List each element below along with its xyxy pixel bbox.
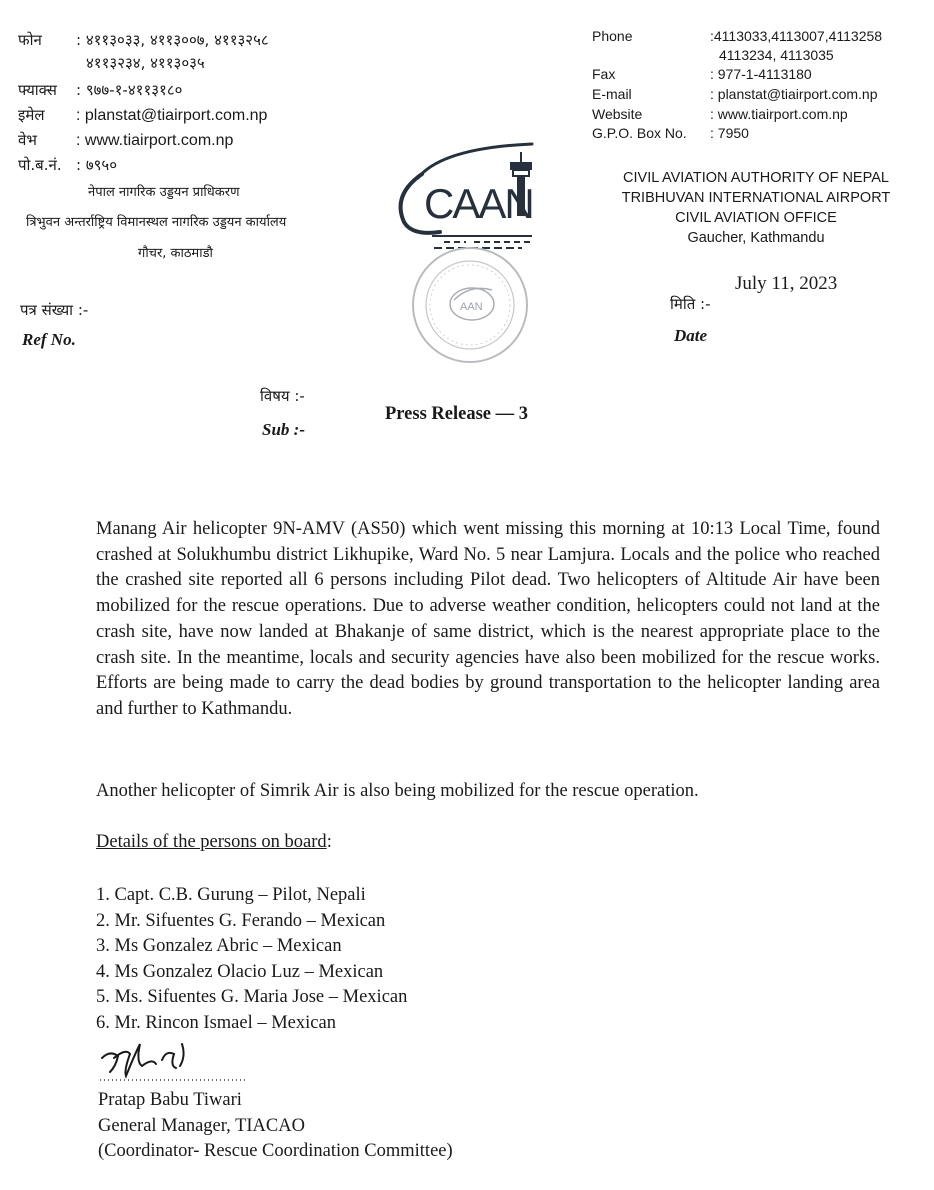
en-email-label: E-mail [592, 86, 632, 102]
np-phone-value: : ४११३०३३, ४११३००७, ४११३२५८ [76, 31, 269, 49]
np-fax-row [18, 80, 182, 100]
list-item: 1. Capt. C.B. Gurung – Pilot, Nepali [96, 885, 366, 905]
list-item: 5. Ms. Sifuentes G. Maria Jose – Mexican [96, 987, 408, 1008]
office-seal [410, 244, 530, 366]
date-label-en: Date [674, 326, 708, 345]
list-item: 4. Ms Gonzalez Olacio Luz – Mexican [96, 961, 384, 982]
signatory-name: Pratap Babu Tiwari [98, 1090, 242, 1110]
list-item: 6. Mr. Rincon Ismael – Mexican [96, 1012, 336, 1033]
caan-logo [382, 140, 552, 255]
np-phone-label: फोन [18, 31, 42, 49]
date-value: July 11, 2023 [735, 273, 838, 294]
np-pobox-row [18, 155, 117, 175]
en-phone-value: :4113033,4113007,4113258 [710, 28, 883, 44]
details-heading-colon: : [326, 832, 332, 852]
persons-list [96, 883, 407, 1037]
en-org-line-3: CIVIL AVIATION OFFICE [675, 210, 837, 226]
np-web-label: वेभ [18, 131, 37, 149]
subject-label-np: विषय :- [260, 387, 305, 405]
en-email-value: : planstat@tiairport.com.np [710, 86, 878, 102]
np-fax-label: फ्याक्स [18, 81, 57, 99]
np-web-value: : www.tiairport.com.np [76, 132, 234, 149]
en-email-row [592, 86, 878, 102]
en-org-line-4: Gaucher, Kathmandu [687, 230, 825, 246]
np-org-line-3: गौचर, काठमाडौ [138, 246, 213, 261]
np-email-label: इमेल [18, 106, 45, 124]
body-paragraph-2: Another helicopter of Simrik Air is also being mobilized for the rescue operation. [96, 781, 699, 801]
en-fax-value: : 977-1-4113180 [710, 66, 812, 82]
np-pobox-value: : ७९५० [76, 156, 118, 174]
list-item: 2. Mr. Sifuentes G. Ferando – Mexican [96, 910, 386, 931]
np-web-row [18, 130, 233, 150]
np-org-line-2: त्रिभुवन अन्तर्राष्ट्रिय विमानस्थल नागरिक उड्डयन कार्यालय [26, 215, 287, 230]
seal-text: AAN [460, 301, 483, 313]
np-fax-value: : ९७७-१-४११३१८० [76, 81, 183, 99]
np-org-line-1: नेपाल नागरिक उड्डयन प्राधिकरण [88, 185, 240, 200]
body-paragraph-1: Manang Air helicopter 9N-AMV (AS50) which went missing this morning at 10:13 Local Time, found crashed at Solukhumbu district Likhupike, Ward No. 5 near Lamjura. Locals and the police who reached the crashed site reported all 6 persons including Pilot dead. Two helicopters of Altitude Air have been mobilized for the rescue operations. Due to adverse weather condition, helicopters could not land at the crash site, have now landed at Bhakanje of same district, which is the nearest appropriate place to the crash site. In the meantime, locals and security agencies have also been mobilized for the rescue works. Efforts are being made to carry the dead bodies by ground transportation to the helicopter landing area and further to Kathmandu. [96, 519, 880, 719]
en-phone-row [592, 28, 882, 44]
en-org-line-1: CIVIL AVIATION AUTHORITY OF NEPAL [623, 170, 889, 186]
en-pobox-value: : 7950 [710, 125, 749, 141]
en-phone-label: Phone [592, 28, 633, 44]
en-org-line-2: TRIBHUVAN INTERNATIONAL AIRPORT [621, 190, 891, 206]
en-web-value: : www.tiairport.com.np [710, 106, 848, 122]
signature [96, 1036, 256, 1086]
np-email-value: : planstat@tiairport.com.np [76, 107, 268, 124]
en-org-block [600, 168, 912, 248]
np-pobox-label: पो.ब.नं. [18, 156, 62, 174]
en-fax-label: Fax [592, 66, 616, 82]
list-item: 3. Ms Gonzalez Abric – Mexican [96, 936, 342, 957]
np-phone-row [18, 30, 269, 50]
details-heading [96, 832, 332, 853]
logo-text: CAAN [424, 180, 533, 227]
en-web-row [592, 106, 848, 122]
np-email-row [18, 105, 267, 125]
ref-label-en: Ref No. [22, 330, 76, 349]
signatory-role: (Coordinator- Rescue Coordination Committee) [98, 1141, 453, 1161]
subject-title: Press Release — 3 [385, 404, 528, 424]
date-label-np: मिति :- [670, 295, 711, 313]
ref-label-np: पत्र संख्या :- [20, 301, 89, 319]
en-fax-row [592, 66, 812, 82]
en-phone-row-2: 4113234, 4113035 [719, 47, 834, 63]
en-pobox-row [592, 125, 749, 141]
subject-label-en: Sub :- [262, 420, 305, 439]
en-pobox-label: G.P.O. Box No. [592, 125, 687, 141]
signatory-title: General Manager, TIACAO [98, 1116, 305, 1136]
details-heading-text: Details of the persons on board [96, 832, 327, 852]
np-phone-row-2: ४११३२३४, ४११३०३५ [86, 54, 205, 72]
en-web-label: Website [592, 106, 643, 122]
